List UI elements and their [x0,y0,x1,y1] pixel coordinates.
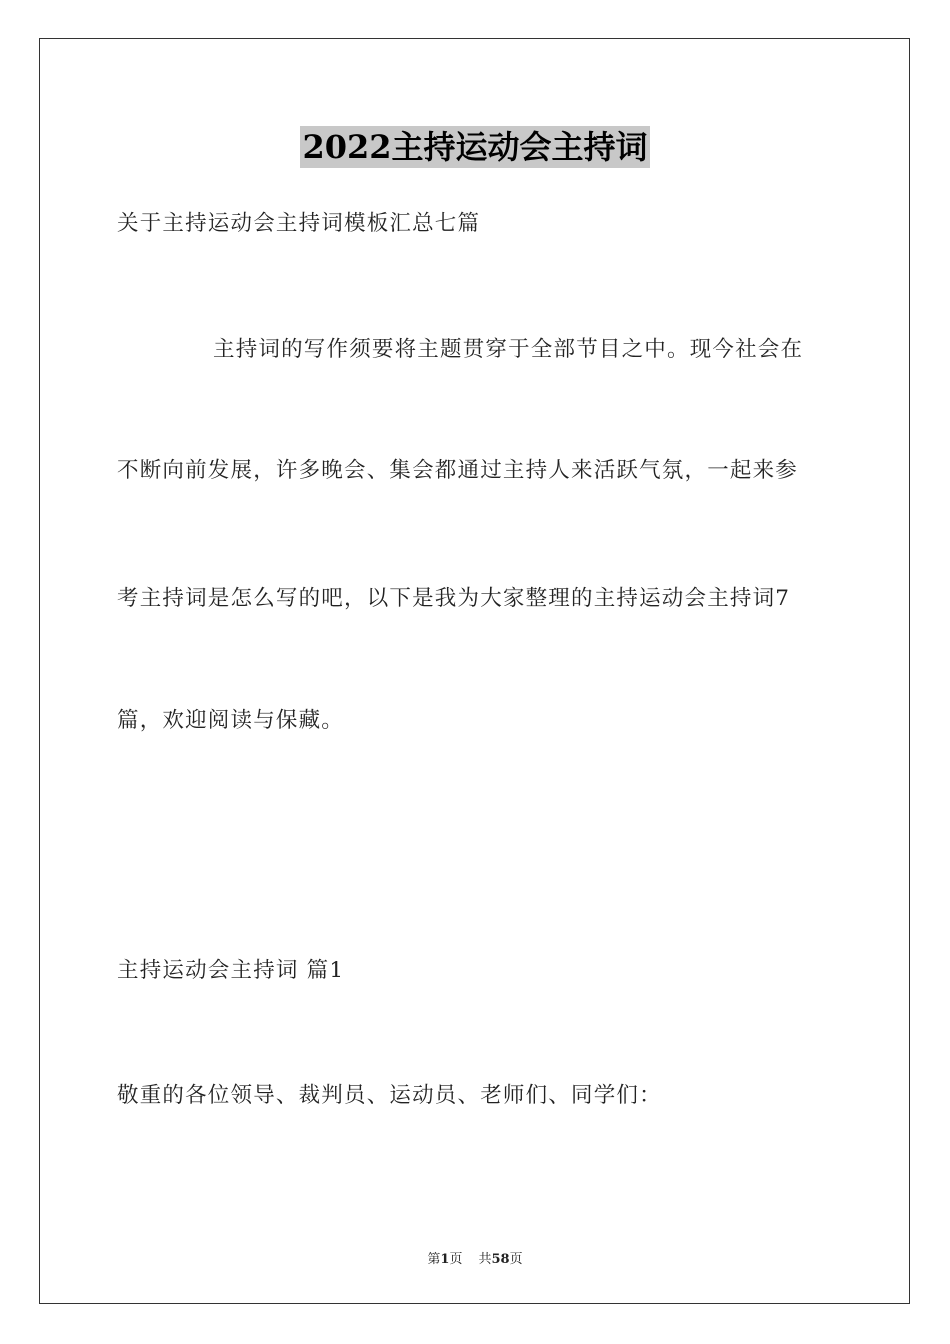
footer-page-prefix: 第 [427,1252,441,1267]
footer-total-pages: 58 [491,1252,510,1267]
footer-total-prefix: 共 [478,1252,492,1267]
intro-line-4: 篇，欢迎阅读与保藏。 [117,708,345,733]
intro-line-1: 主持词的写作须要将主题贯穿于全部节目之中。现今社会在 [213,337,804,362]
document-title: 2022主持运动会主持词 [302,128,648,166]
title-container [0,126,950,168]
document-subtitle: 关于主持运动会主持词模板汇总七篇 [117,211,481,236]
intro-line-2: 不断向前发展，许多晚会、集会都通过主持人来活跃气氛，一起来参 [117,458,799,483]
footer-total-suffix: 页 [509,1252,523,1267]
section-heading: 主持运动会主持词 篇1 [117,958,345,983]
page-footer [0,1248,950,1267]
footer-page-suffix: 页 [449,1252,463,1267]
greeting-line: 敬重的各位领导、裁判员、运动员、老师们、同学们： [117,1083,662,1108]
intro-line-3: 考主持词是怎么写的吧，以下是我为大家整理的主持运动会主持词7 [117,586,791,611]
footer-page-number: 1 [440,1252,450,1267]
